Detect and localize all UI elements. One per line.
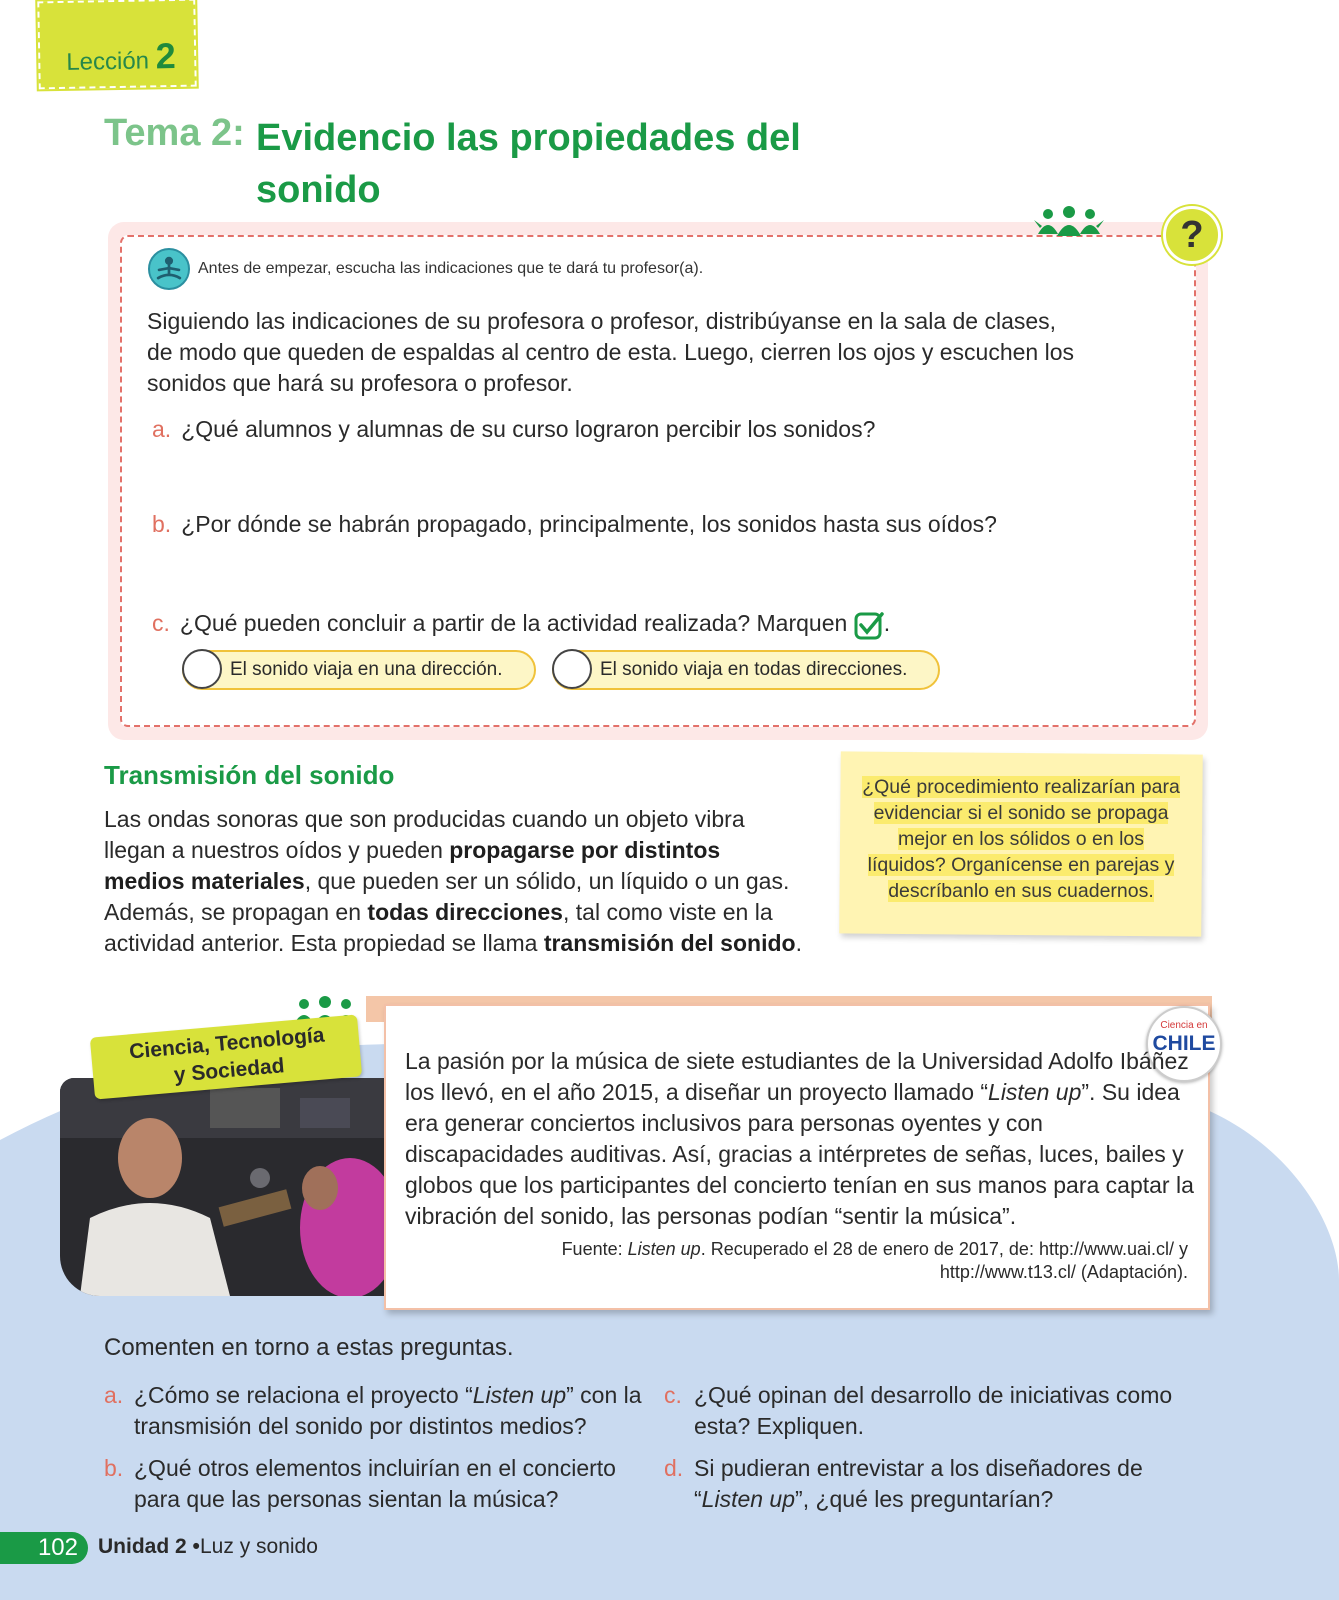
intro-note: Antes de empezar, escucha las indicaciones que te dará tu profesor(a). <box>198 260 704 277</box>
radio-circle[interactable] <box>552 649 592 689</box>
body-bold: propagarse por distintos medios materiales <box>104 837 721 894</box>
tema-label: Tema 2: <box>104 112 245 154</box>
section-body <box>104 804 804 959</box>
source-label: Fuente: <box>561 1239 623 1259</box>
question-text: ¿Por dónde se habrán propagado, principalmente, los sonidos hasta sus oídos? <box>181 511 997 537</box>
footer-unit <box>98 1535 200 1559</box>
meditation-icon <box>148 248 190 290</box>
cts-line: y Sociedad <box>172 1054 286 1087</box>
question-c <box>152 610 890 640</box>
leccion-tab <box>37 0 197 89</box>
news-source <box>470 1238 1188 1284</box>
unit-label: Unidad 2 <box>98 1535 187 1558</box>
body-text: Las ondas sonoras que son producidas cuando un objeto vibra llegan a nuestros oídos y pueden <box>104 806 745 863</box>
question-text: ¿Qué opinan del desarrollo de iniciativas como esta? Expliquen. <box>694 1382 1173 1439</box>
body-text: ”. Su idea era generar conciertos inclusivos para personas oyentes y con discapacidades auditivas. Así, gracias a intérpretes de señas, luces, bailes y globos que los participantes del concierto tenían en sus manos para captar la vibración del sonido, las personas podían “sentir la música”. <box>405 1079 1194 1229</box>
body-italic: Listen up <box>988 1079 1082 1105</box>
concert-photo <box>60 1078 400 1296</box>
page-title: Evidencio las propiedades del sonido <box>256 117 801 211</box>
leccion-number: 2 <box>155 34 177 77</box>
question-letter: a. <box>152 416 172 442</box>
sticky-line: líquidos? Organícense en parejas y <box>867 854 1175 876</box>
body-text: , que pueden ser un sólido, un líquido o un gas. Además, se propagan en <box>104 868 790 925</box>
discussion-intro: Comenten en torno a estas preguntas. <box>104 1334 514 1361</box>
source-text: . Recuperado el 28 de enero de 2017, de: http://www.uai.cl/ y <box>700 1239 1188 1259</box>
body-bold: todas direcciones <box>367 899 563 925</box>
page-number: 102 <box>0 1532 88 1564</box>
question-letter: a. <box>104 1382 124 1408</box>
question-italic: Listen up <box>472 1382 567 1408</box>
sticky-note-text <box>856 774 1186 904</box>
question-text: ” con la transmisión del sonido por distintos medios? <box>134 1382 642 1439</box>
radio-circle[interactable] <box>182 649 222 689</box>
question-letter: c. <box>152 610 170 637</box>
discussion-question-a <box>104 1380 654 1442</box>
question-text: Si pudieran entrevistar a los diseñadores de “ <box>694 1455 1143 1512</box>
leccion-label: Lección <box>66 47 150 76</box>
question-letter: d. <box>664 1455 684 1481</box>
group-people-icon <box>1034 206 1104 236</box>
badge-small-text: Ciencia en <box>1160 1020 1208 1031</box>
question-italic: Listen up <box>701 1486 796 1512</box>
sticky-line: ¿Qué procedimiento realizarían para <box>862 776 1180 798</box>
body-text: . <box>795 930 802 956</box>
footer-topic: Luz y sonido <box>200 1535 318 1558</box>
body-text: La pasión por la música de siete estudiantes de la Universidad Adolfo Ibáñez los llevó, en el año 2015, a diseñar un proyecto llamado “ <box>405 1048 1189 1105</box>
question-mark-icon: ? <box>1163 206 1221 264</box>
question-text: ¿Cómo se relaciona el proyecto “ <box>134 1382 473 1408</box>
checkmark-icon <box>854 610 884 640</box>
question-letter: c. <box>664 1382 682 1408</box>
activity-instructions: Siguiendo las indicaciones de su profesora o profesor, distribúyanse en la sala de clases, de modo que queden de espaldas al centro de esta. Luego, cierren los ojos y escuchen los sonidos que hará su profesora o profesor. <box>147 308 1075 396</box>
news-body <box>405 1046 1195 1232</box>
question-text: ”, ¿qué les preguntarían? <box>795 1486 1054 1512</box>
question-suffix: . <box>883 610 891 637</box>
cts-line: Ciencia, Tecnología <box>128 1023 326 1064</box>
discussion-question-b <box>104 1453 654 1515</box>
section-title: Transmisión del sonido <box>104 760 395 790</box>
question-text: ¿Qué alumnos y alumnas de su curso lograron percibir los sonidos? <box>181 416 876 442</box>
option-all-directions[interactable] <box>552 650 940 690</box>
question-letter: b. <box>152 511 172 537</box>
question-text: ¿Qué pueden concluir a partir de la actividad realizada? Marquen <box>179 610 848 637</box>
option-one-direction[interactable] <box>182 650 536 690</box>
discussion-question-c <box>664 1380 1214 1442</box>
sticky-line: mejor en los sólidos o en los <box>897 828 1145 850</box>
sticky-line: descríbanlo en sus cuadernos. <box>888 880 1154 902</box>
question-b <box>152 511 997 538</box>
badge-big-text: CHILE <box>1152 1032 1216 1055</box>
body-text: , tal como viste en la actividad anterior. Esta propiedad se llama <box>104 899 773 956</box>
sticky-line: evidenciar si el sonido se propaga <box>873 802 1169 824</box>
body-bold: transmisión del sonido <box>543 930 796 956</box>
option-label: El sonido viaja en todas direcciones. <box>600 659 908 680</box>
question-letter: b. <box>104 1455 124 1481</box>
discussion-question-d <box>664 1453 1214 1515</box>
source-text: http://www.t13.cl/ (Adaptación). <box>939 1262 1188 1282</box>
source-italic: Listen up <box>627 1239 701 1259</box>
question-a <box>152 416 875 443</box>
option-label: El sonido viaja en una dirección. <box>230 659 503 680</box>
bullet: • <box>192 1535 200 1558</box>
question-text: ¿Qué otros elementos incluirían en el concierto para que las personas sientan la música? <box>134 1455 616 1512</box>
